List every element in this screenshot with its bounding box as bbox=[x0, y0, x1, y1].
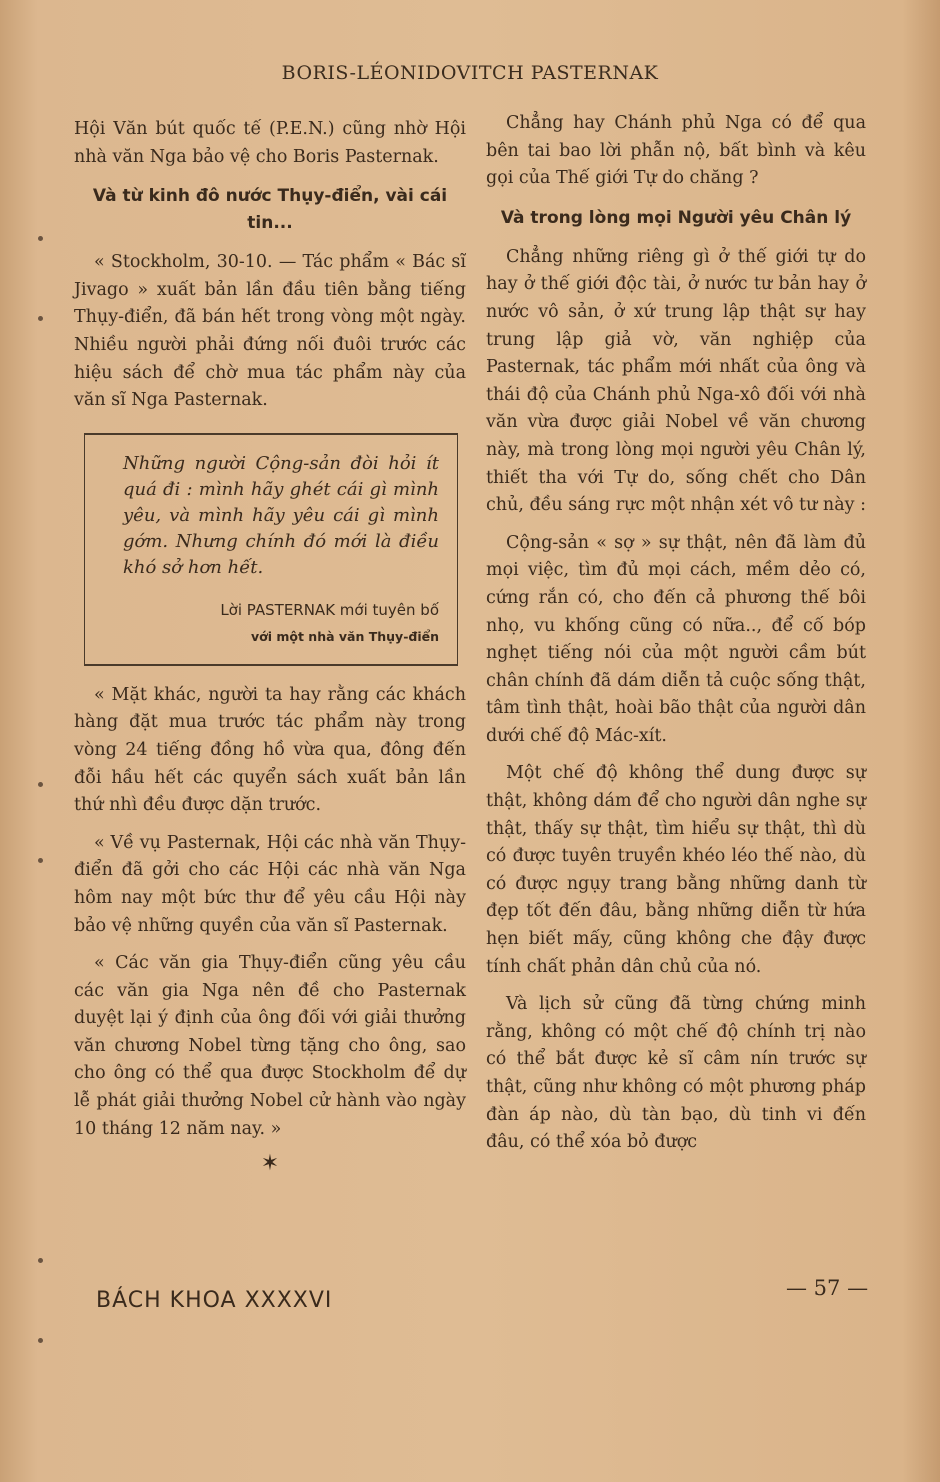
paragraph: Chẳng hay Chánh phủ Nga có để qua bên tai bao lời phẫn nộ, bất bình và kêu gọi của Thế giới Tự do chăng ? bbox=[486, 113, 866, 189]
pull-quote-box bbox=[84, 433, 458, 666]
section-heading: Và trong lòng mọi Người yêu Chân lý bbox=[500, 207, 852, 228]
binding-hole bbox=[38, 1338, 43, 1343]
pull-quote-text: Những người Cộng-sản đòi hỏi ít quá đi : mình hãy ghét cái gì mình yêu, và mình hãy yêu cái gì mình gớm. Nhưng chính đó mới là điều khó sở hơn hết. bbox=[123, 452, 439, 578]
magazine-name: BÁCH KHOA XXXXVI bbox=[96, 1288, 333, 1313]
paragraph: « Về vụ Pasternak, Hội các nhà văn Thụy-điển đã gởi cho các Hội các nhà văn Nga hôm nay một bức thư để yêu cầu Hội này bảo vệ những quyền của văn sĩ Pasternak. bbox=[74, 832, 466, 936]
paragraph: « Stockholm, 30-10. — Tác phẩm « Bác sĩ Jivago » xuất bản lần đầu tiên bằng tiếng Thụy-điển, đã bán hết trong vòng một ngày. Nhiều người phải đứng nối đuôi trước các hiệu sách để chờ mua tác phẩm này của văn sĩ Nga Pasternak. bbox=[74, 252, 466, 411]
paragraph: Chẳng những riêng gì ở thế giới tự do hay ở thế giới độc tài, ở nước tư bản hay ở nước vô sản, ở xứ trung lập thật sự hay trung lập giả vờ, văn nghiệp của Pasternak, tác phẩm mới nhất của ông và thái độ của Chánh phủ Nga-xô đối với nhà văn vừa được giải Nobel về văn chương này, mà trong lòng mọi người yêu Chân lý, thiết tha với Tự do, sống chết cho Dân chủ, đều sáng rực một nhận xét vô tư này : bbox=[486, 246, 866, 516]
paragraph: Cộng-sản « sợ » sự thật, nên đã làm đủ mọi việc, tìm đủ mọi cách, mềm dẻo có, cứng rắn có, cho đến cả phương thế bôi nhọ, vu khống cũng có nữa.., để cố bóp nghẹt tiếng nói của một người cầm bút chân chính đã dám diễn tả cuộc sống thật, tâm tình thật, hoài bão thật của người dân dưới chế độ Mác-xít. bbox=[486, 532, 866, 746]
binding-hole bbox=[38, 782, 43, 787]
section-end-ornament: ✶ bbox=[260, 1151, 280, 1177]
page-number: — 57 — bbox=[786, 1276, 869, 1300]
binding-hole bbox=[38, 1258, 43, 1263]
binding-hole bbox=[38, 858, 43, 863]
binding-hole bbox=[38, 236, 43, 241]
paragraph: Hội Văn bút quốc tế (P.E.N.) cũng nhờ Hội nhà văn Nga bảo vệ cho Boris Pasternak. bbox=[74, 119, 466, 167]
left-column bbox=[74, 116, 466, 1175]
paragraph: Và lịch sử cũng đã từng chứng minh rằng, không có một chế độ chính trị nào có thể bắt được kẻ sĩ câm nín trước sự thật, cũng như không có một phương pháp đàn áp nào, dù tàn bạo, dù tinh vi đến đâu, có thể xóa bỏ được bbox=[486, 994, 866, 1153]
section-heading: Và từ kinh đô nước Thụy-điển, vài cái tin... bbox=[92, 186, 448, 234]
paragraph: « Các văn gia Thụy-điển cũng yêu cầu các văn gia Nga nên đề cho Pasternak duyệt lại ý định của ông đối với giải thưởng văn chương Nobel từng tặng cho ông, sao cho ông có thể qua được Stockholm để dự lễ phát giải thưởng Nobel cử hành vào ngày 10 tháng 12 năm nay. » bbox=[74, 953, 466, 1139]
pull-quote-attribution bbox=[123, 597, 439, 650]
running-head: BORIS-LÉONIDOVITCH PASTERNAK bbox=[281, 62, 659, 84]
binding-hole bbox=[38, 316, 43, 321]
attribution-line-1: Lời PASTERNAK mới tuyên bố bbox=[220, 600, 439, 619]
paragraph: Một chế độ không thể dung được sự thật, không dám để cho người dân nghe sự thật, thấy sự thật, tìm hiểu sự thật, thì dù có được tuyên truyền khéo léo thế nào, dù có được ngụy trang bằng những danh từ đẹp tốt đến đâu, bằng những diễn từ hứa hẹn biết mấy, cũng không che đậy được tính chất phản dân chủ của nó. bbox=[486, 763, 866, 977]
paragraph: « Mặt khác, người ta hay rằng các khách hàng đặt mua trước tác phẩm này trong vòng 24 tiếng đồng hồ vừa qua, đông đến đỗi hầu hết các quyển sách xuất bản lần thứ nhì đều được dặn trước. bbox=[74, 684, 466, 816]
right-column bbox=[486, 110, 866, 1157]
attribution-line-2: với một nhà văn Thụy-điển bbox=[250, 628, 439, 644]
